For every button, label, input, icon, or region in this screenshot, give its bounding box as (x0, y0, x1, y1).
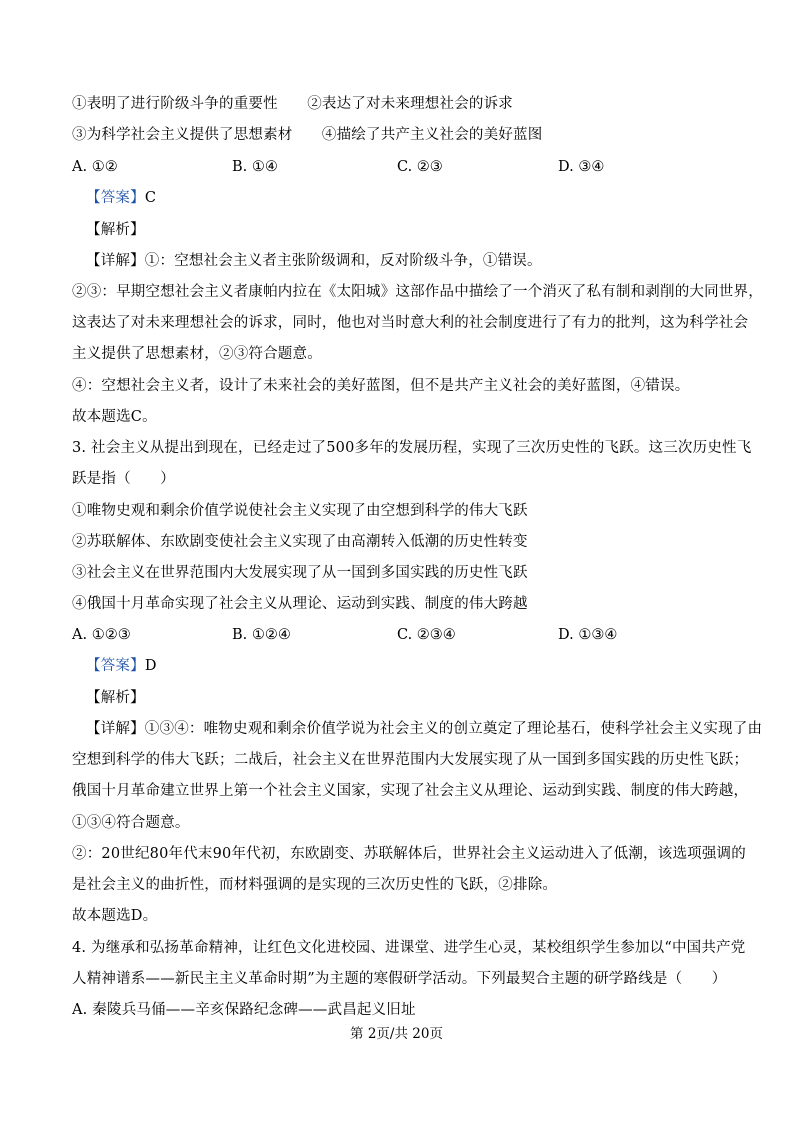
q3-option-b: B. ①②④ (232, 627, 291, 643)
q3-option-c: C. ②③④ (397, 627, 456, 643)
answer-tag: 【答案】 (86, 190, 145, 206)
q3-detail-6: 是社会主义的曲折性，而材料强调的是实现的三次历史性的飞跃，②排除。 (72, 877, 558, 893)
q3-conclusion: 故本题选D。 (72, 908, 158, 924)
answer-tag: 【答案】 (86, 658, 145, 674)
q2-detail-1: 【详解】①：空想社会主义者主张阶级调和，反对阶级斗争，①错误。 (86, 253, 542, 269)
page-footer: 第 2页/共 20页 (350, 1026, 443, 1042)
q2-option-d: D. ③④ (558, 159, 605, 175)
q3-statement-4: ④俄国十月革命实现了社会主义从理论、运动到实践、制度的伟大跨越 (72, 596, 528, 612)
q2-answer (86, 188, 156, 208)
answer-value: C (144, 190, 157, 206)
q3-statement-2: ②苏联解体、东欧剧变使社会主义实现了由高潮转入低潮的历史性转变 (72, 534, 528, 550)
q3-analysis-tag: 【解析】 (86, 690, 145, 706)
q2-detail-3: 这表达了对未来理想社会的诉求，同时，他也对当时意大利的社会制度进行了有力的批判，这为科学社会 (72, 315, 749, 331)
q3-detail-3: 俄国十月革命建立世界上第一个社会主义国家，实现了社会主义从理论、运动到实践、制度的伟大跨越， (72, 783, 749, 799)
q4-stem-2: 人精神谱系——新民主主义革命时期”为主题的寒假研学活动。下列最契合主题的研学路线是（ ） (72, 971, 727, 987)
q2-analysis-tag: 【解析】 (86, 222, 145, 238)
q2-conclusion: 故本题选C。 (72, 409, 157, 425)
q4-option-a: A. 秦陵兵马俑——辛亥保路纪念碑——武昌起义旧址 (72, 1002, 416, 1018)
q2-option-b: B. ①④ (232, 159, 278, 175)
q3-detail-4: ①③④符合题意。 (72, 815, 190, 831)
q3-detail-2: 空想到科学的伟大飞跃；二战后，社会主义在世界范围内大发展实现了从一国到多国实践的历史性飞跃； (72, 752, 749, 768)
q2-detail-4: 主义提供了思想素材，②③符合题意。 (72, 346, 322, 362)
q2-option-a: A. ①② (72, 159, 118, 175)
q3-option-d: D. ①③④ (558, 627, 618, 643)
q2-statements-1: ①表明了进行阶级斗争的重要性 ②表达了对未来理想社会的诉求 (72, 96, 513, 112)
q2-detail-5: ④：空想社会主义者，设计了未来社会的美好蓝图，但不是共产主义社会的美好蓝图，④错误。 (72, 378, 690, 394)
q3-answer (86, 656, 157, 676)
q3-statement-3: ③社会主义在世界范围内大发展实现了从一国到多国实践的历史性飞跃 (72, 565, 528, 581)
answer-value: D (144, 658, 157, 674)
q3-detail-5: ②：20世纪80年代末90年代初，东欧剧变、苏联解体后，世界社会主义运动进入了低潮，该选项强调的 (72, 846, 746, 862)
q3-option-a: A. ①②③ (72, 627, 131, 643)
q4-stem-1: 4. 为继承和弘扬革命精神，让红色文化进校园、进课堂、进学生心灵，某校组织学生参加以“中国共产党 (72, 940, 746, 956)
q3-statement-1: ①唯物史观和剩余价值学说使社会主义实现了由空想到科学的伟大飞跃 (72, 503, 528, 519)
q2-statements-2: ③为科学社会主义提供了思想素材 ④描绘了共产主义社会的美好蓝图 (72, 127, 543, 143)
q2-detail-2: ②③：早期空想社会主义者康帕内拉在《太阳城》这部作品中描绘了一个消灭了私有制和剥削的大同世界， (72, 284, 763, 300)
q2-option-c: C. ②③ (397, 159, 443, 175)
q2-options (72, 157, 732, 177)
q3-detail-1: 【详解】①③④：唯物史观和剩余价值学说为社会主义的创立奠定了理论基石，使科学社会主义实现了由 (86, 721, 763, 737)
q3-options (72, 625, 732, 645)
q3-stem-1: 3. 社会主义从提出到现在，已经走过了500多年的发展历程，实现了三次历史性的飞跃。这三次历史性飞 (72, 440, 752, 456)
q3-stem-2: 跃是指（ ） (72, 471, 175, 487)
